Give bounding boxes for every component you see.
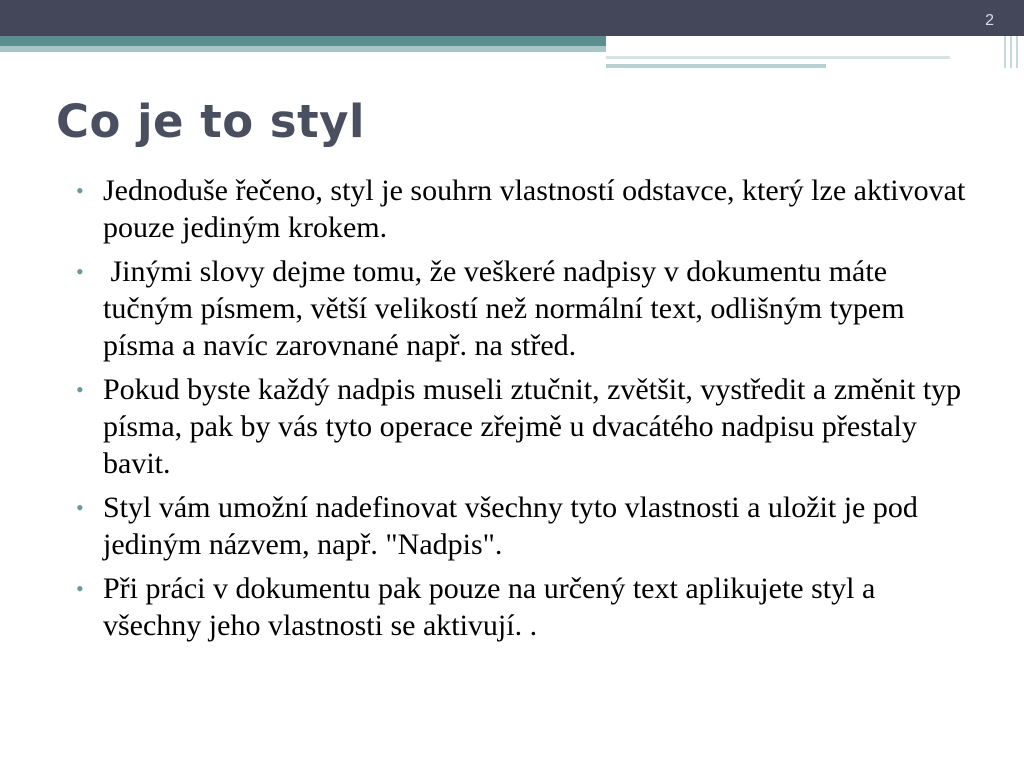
bullet-dot-icon: •	[76, 259, 84, 284]
bullet-dot-icon: •	[76, 495, 84, 520]
bullet-dot-icon: •	[76, 377, 84, 402]
bullet-text: Pokud byste každý nadpis museli ztučnit, zvětšit, vystředit a změnit typ písma, pak by vás tyto operace zřejmě u dvacátého nadpisu přestaly bavit.	[103, 373, 962, 480]
header-edge-stripe	[1016, 36, 1018, 68]
bullet-dot-icon: •	[76, 576, 84, 601]
header-accent-line	[606, 64, 826, 68]
header-accent-line	[606, 56, 950, 59]
bullet-dot-icon: •	[76, 178, 84, 203]
bullet-item	[76, 371, 976, 482]
bullet-text: Jinými slovy dejme tomu, že veškeré nadpisy v dokumentu máte tučným písmem, větší velikostí než normální text, odlišným typem písma a navíc zarovnané např. na střed.	[103, 255, 913, 362]
bullet-text: Při práci v dokumentu pak pouze na určený text aplikujete styl a všechny jeho vlastnosti se aktivují. .	[103, 572, 876, 642]
bullet-item	[76, 253, 976, 364]
slide-number: 2	[985, 12, 994, 29]
header-edge-stripe	[1004, 36, 1006, 68]
header-edge-stripe	[1010, 36, 1012, 68]
header-accent-line	[826, 64, 950, 68]
bullet-text: Styl vám umožní nadefinovat všechny tyto vlastnosti a uložit je pod jediným názvem, např. "Nadpis".	[103, 491, 918, 561]
bullet-item	[76, 172, 976, 246]
bullet-item	[76, 570, 976, 644]
bullet-text: Jednoduše řečeno, styl je souhrn vlastností odstavce, který lze aktivovat pouze jediným krokem.	[103, 174, 966, 244]
bullet-list	[76, 172, 976, 651]
header-dark-band	[0, 0, 1024, 36]
slide-title: Co je to styl	[56, 95, 365, 148]
bullet-item	[76, 489, 976, 563]
